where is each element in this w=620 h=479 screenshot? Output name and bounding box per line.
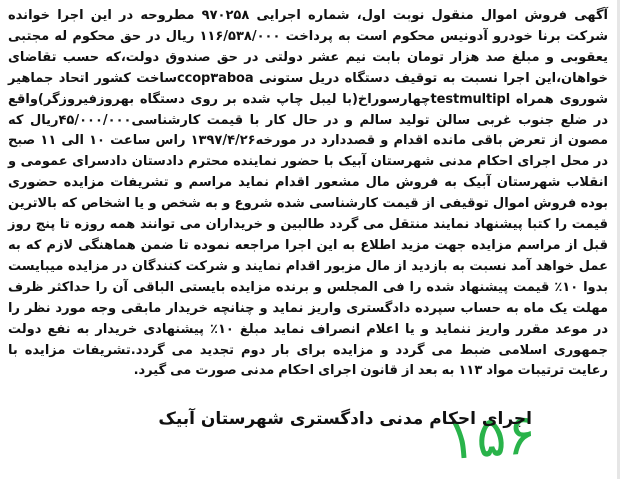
handwritten-number-stamp: ۱۵۶	[443, 401, 539, 474]
issuer-signature: اجرای احکام مدنی دادگستری شهرستان آبیک	[158, 409, 532, 429]
auction-notice	[8, 0, 616, 479]
notice-body-text: آگهی فروش اموال منقول نوبت اول، شماره اجرایی ۹۷۰۲۵۸ مطروحه در این اجرا خوانده شرکت برنا خودرو آدونیس محکوم است به پرداخت ۱۱۶/۵۳۸/۰۰۰ ریال در حق محکوم له مجتبی یعقوبی و مبلغ صد هزار تومان بابت نیم عشر دولتی در حق صندوق دولت،که حسب تقاضای خواهان،این اجرا نسبت به توقیف دستگاه دریل ستونی ccop۳aboaساخت کشور اتحاد جماهیر شوروی همراه testmultiplچهارسوراخ(با لیبل چاپ شده بر روی دستگاه بهروزفیروزگر)واقع در ضلع جنوب غربی سالن تولید سالم و در حال کار با قیمت کارشناسی۴۵/۰۰۰/۰۰۰ریال که مصون از تعرض باقی مانده اقدام و قصددارد در مورخه۱۳۹۷/۴/۲۶ راس ساعت ۱۰ الی ۱۱ صبح در محل اجرای احکام مدنی شهرستان آبیک با حضور نماینده محترم دادستان دادسرای عمومی و انقلاب شهرستان آبیک به فروش مال مشعور اقدام نماید مراسم و تشریفات مزایده حضوری بوده فروش اموال توقیفی از قیمت کارشناسی شده شروع و به شخص و یا اشخاص که بالاترین قیمت را کتبا پیشنهاد نمایند منتقل می گردد طالبین و خریداران می توانند همه روزه تا پنج روز قبل از مراسم مزایده جهت مزید اطلاع به این اجرا مراجعه نموده تا ضمن هماهنگی لازم که به عمل خواهد آمد نسبت به بازدید از مال مزبور اقدام نمایند و شرکت کنندگان در مزایده میبایست بدوا ۱۰٪ قیمت پیشنهاد شده را فی المجلس و برنده مزایده بایستی الباقی آن را حداکثر ظرف مهلت یک ماه به حساب سپرده دادگستری واریز نماید و چنانچه خریدار مابقی وجه مورد نظر را در موعد مقرر واریز ننماید و یا اعلام انصراف نماید مبلغ ۱۰٪ پیشنهادی خریدار به نفع دولت جمهوری اسلامی ضبط می گردد و مزایده برای بار دوم تجدید می گردد.تشریفات مزایده با رعایت ترتیبات مواد ۱۱۳ به بعد از قانون اجرای احکام مدنی صورت می گیرد.	[8, 8, 609, 379]
